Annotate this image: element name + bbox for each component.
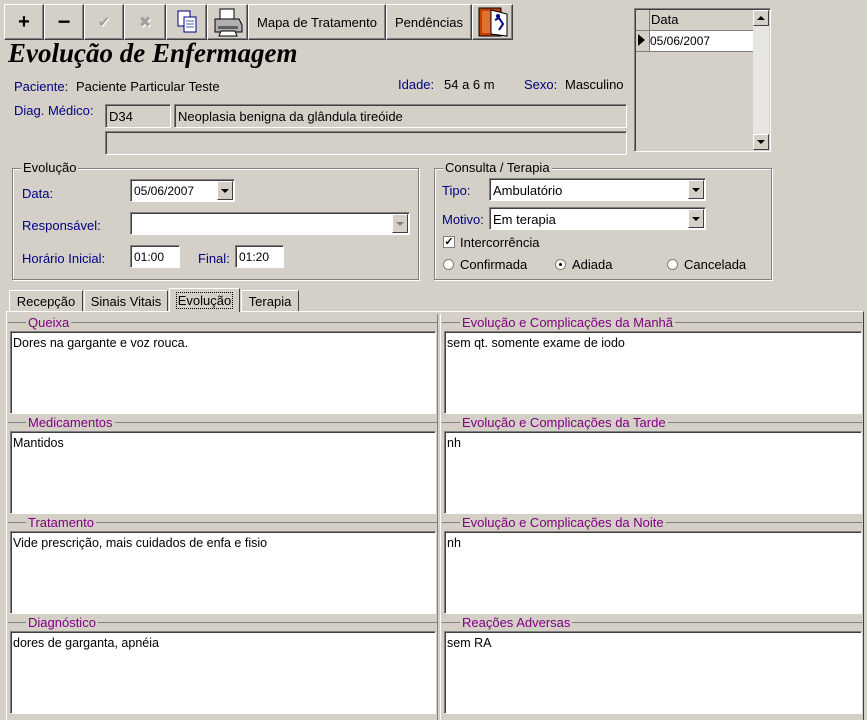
noite-memo[interactable] (444, 531, 862, 614)
tab-recepcao[interactable] (9, 290, 83, 311)
treatment-map-label: Mapa de Tratamento (257, 14, 377, 30)
grid-header (650, 10, 754, 31)
radio-confirmada[interactable] (443, 259, 454, 270)
manha-text: sem qt. somente exame de iodo (447, 336, 625, 350)
tipo-select[interactable] (489, 178, 706, 201)
evolucao-date-label: Data: (22, 186, 54, 201)
pending-button[interactable] (386, 4, 472, 40)
diag-code-field[interactable] (105, 104, 171, 128)
noite-text: nh (447, 536, 461, 550)
remove-button[interactable] (44, 4, 84, 40)
diagnostico-memo[interactable] (10, 631, 436, 714)
reacoes-text: sem RA (447, 636, 492, 650)
tab-terapia-label: Terapia (248, 293, 292, 309)
medicamentos-text: Mantidos (13, 436, 64, 450)
divider (8, 322, 437, 323)
start-time-label: Horário Inicial: (22, 251, 106, 266)
grid-corner (636, 10, 650, 31)
tarde-memo[interactable] (444, 431, 862, 514)
chevron-down-icon (221, 189, 229, 193)
responsavel-select[interactable] (130, 212, 410, 235)
date-row[interactable] (650, 31, 754, 52)
cancel-button[interactable] (124, 4, 166, 40)
intercorrencia-label: Intercorrência (460, 235, 540, 250)
radio-confirmada-label: Confirmada (460, 257, 528, 272)
motivo-select[interactable] (489, 207, 706, 230)
print-button[interactable] (207, 4, 248, 40)
manha-memo[interactable] (444, 331, 862, 414)
evolucao-date-picker[interactable] (130, 179, 235, 202)
scroll-down-icon (757, 140, 765, 144)
end-time-input[interactable] (235, 245, 284, 268)
add-button[interactable] (4, 4, 44, 40)
row-indicator-icon (636, 31, 650, 52)
tab-sinais-vitais-label: Sinais Vitais (90, 293, 162, 309)
tab-terapia[interactable] (241, 290, 299, 311)
diag-code-value: D34 (109, 109, 133, 124)
chevron-down-icon (396, 222, 404, 226)
end-time-value: 01:20 (239, 250, 270, 264)
tab-recepcao-label: Recepção (16, 293, 76, 309)
minus-icon: − (57, 9, 71, 34)
end-time-label: Final: (198, 251, 230, 266)
tipo-value: Ambulatório (493, 183, 563, 198)
radio-cancelada-label: Cancelada (684, 257, 747, 272)
date-dropdown-button[interactable] (217, 181, 233, 200)
radio-adiada-label: Adiada (572, 257, 613, 272)
evolucao-group-title: Evolução (23, 160, 77, 175)
diag-label: Diag. Médico: (14, 103, 94, 118)
motivo-value: Em terapia (493, 212, 556, 227)
tratamento-text: Vide prescrição, mais cuidados de enfa e fisio (13, 536, 268, 550)
grid-scrollbar[interactable] (753, 10, 769, 150)
page-title: Evolução de Enfermagem (8, 38, 298, 68)
start-time-input[interactable] (130, 245, 180, 268)
confirm-button[interactable] (84, 4, 124, 40)
check-icon: ✔ (97, 14, 111, 31)
date-grid[interactable] (634, 8, 771, 152)
plus-icon: + (18, 11, 30, 33)
scroll-up-icon (757, 16, 765, 20)
tarde-text: nh (447, 436, 461, 450)
scroll-up-button[interactable] (753, 10, 769, 26)
radio-adiada[interactable] (555, 259, 566, 270)
radio-cancelada[interactable] (667, 259, 678, 270)
queixa-title: Queixa (28, 315, 70, 330)
responsavel-label: Responsável: (22, 218, 101, 233)
age-label: Idade: (398, 77, 435, 92)
exit-door-icon (477, 6, 509, 38)
printer-icon (212, 7, 244, 37)
responsavel-dropdown-button[interactable] (392, 214, 408, 233)
tipo-dropdown-button[interactable] (688, 180, 704, 199)
reacoes-title: Reações Adversas (462, 615, 571, 630)
consulta-group-title: Consulta / Terapia (445, 160, 550, 175)
evolucao-date-value: 05/06/2007 (134, 184, 195, 198)
diag-extra-field[interactable] (105, 131, 627, 155)
column-divider (437, 314, 441, 720)
diag-description-field[interactable] (174, 104, 627, 128)
chevron-down-icon (692, 188, 700, 192)
diagnostico-title: Diagnóstico (28, 615, 96, 630)
noite-title: Evolução e Complicações da Noite (462, 515, 664, 530)
tarde-title: Evolução e Complicações da Tarde (462, 415, 666, 430)
diag-description-value: Neoplasia benigna da glândula tireóide (178, 109, 403, 124)
start-time-value: 01:00 (134, 250, 165, 264)
queixa-text: Dores na gargante e voz rouca. (13, 336, 189, 350)
patient-label: Paciente: (14, 79, 69, 94)
x-icon: ✖ (138, 14, 152, 31)
pending-label: Pendências (395, 14, 463, 30)
reacoes-memo[interactable] (444, 631, 862, 714)
exit-button[interactable] (472, 4, 513, 40)
diagnostico-text: dores de garganta, apnéia (13, 636, 159, 650)
check-icon: ✓ (444, 236, 454, 248)
tratamento-memo[interactable] (10, 531, 436, 614)
tipo-label: Tipo: (442, 183, 471, 198)
patient-value: Paciente Particular Teste (76, 79, 220, 94)
sex-label: Sexo: (524, 77, 558, 92)
copy-button[interactable] (166, 4, 207, 40)
chevron-down-icon (692, 217, 700, 221)
tab-evolucao[interactable] (169, 288, 240, 312)
sex-value: Masculino (565, 77, 624, 92)
age-value: 54 a 6 m (444, 77, 495, 92)
queixa-memo[interactable] (10, 331, 436, 414)
tab-sinais-vitais[interactable] (84, 290, 168, 311)
motivo-dropdown-button[interactable] (688, 209, 704, 228)
tab-evolucao-label: Evolução (177, 293, 232, 308)
motivo-label: Motivo: (442, 212, 484, 227)
medicamentos-memo[interactable] (10, 431, 436, 514)
scroll-down-button[interactable] (753, 134, 769, 150)
intercorrencia-checkbox[interactable] (443, 236, 455, 248)
treatment-map-button[interactable] (248, 4, 386, 40)
tratamento-title: Tratamento (28, 515, 94, 530)
manha-title: Evolução e Complicações da Manhã (462, 315, 674, 330)
grid-header-label: Data (651, 12, 679, 27)
medicamentos-title: Medicamentos (28, 415, 113, 430)
date-row-value: 05/06/2007 (650, 34, 711, 48)
copy-icon (176, 10, 198, 34)
